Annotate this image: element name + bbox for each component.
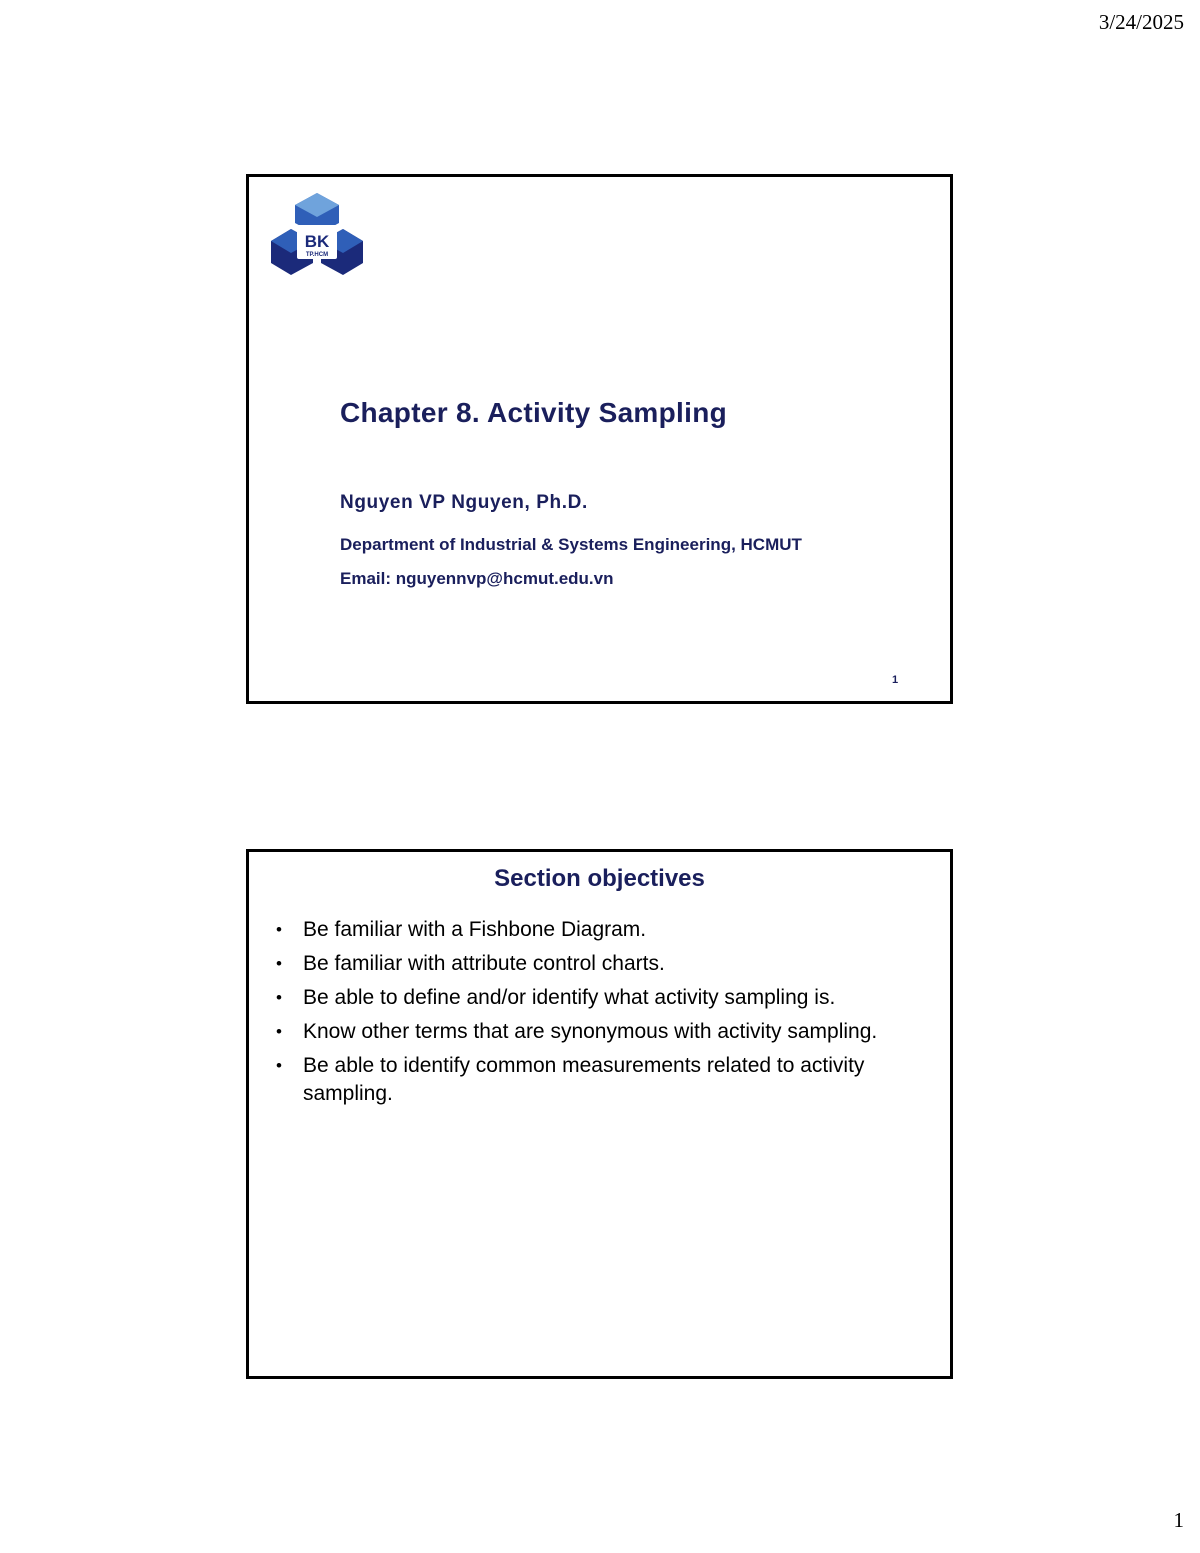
- bullet-icon: •: [276, 1022, 282, 1041]
- list-item: [274, 1018, 924, 1046]
- bullet-icon: •: [276, 954, 282, 973]
- bullet-icon: •: [276, 1056, 282, 1075]
- list-item: [274, 916, 924, 944]
- list-item: [274, 1052, 924, 1108]
- department: Department of Industrial & Systems Engineering, HCMUT: [340, 535, 802, 554]
- author-name: Nguyen VP Nguyen, Ph.D.: [340, 492, 588, 513]
- bk-university-logo: [269, 191, 365, 287]
- objective-text: Be able to define and/or identify what activity sampling is.: [303, 986, 836, 1009]
- page-date: 3/24/2025: [1098, 10, 1184, 34]
- list-item: [274, 984, 924, 1012]
- slide-title: Chapter 8. Activity Sampling: [340, 397, 728, 428]
- email: Email: nguyennvp@hcmut.edu.vn: [340, 569, 614, 588]
- objectives-list: [274, 916, 924, 1114]
- page-number: 1: [1173, 1508, 1184, 1532]
- logo-sub-text: TP.HCM: [305, 252, 329, 258]
- slide-number: 1: [892, 674, 899, 686]
- objective-text: Be familiar with attribute control charts.: [303, 952, 665, 975]
- title-slide: [246, 174, 953, 704]
- bullet-icon: •: [276, 988, 282, 1007]
- section-heading: Section objectives: [494, 865, 705, 892]
- bullet-icon: •: [276, 920, 282, 939]
- objective-text: Be familiar with a Fishbone Diagram.: [303, 918, 647, 941]
- objectives-slide: [246, 849, 953, 1379]
- objective-text: Be able to identify common measurements related to activity sampling.: [303, 1054, 865, 1105]
- logo-main-text: BK: [304, 232, 330, 251]
- objective-text: Know other terms that are synonymous with activity sampling.: [303, 1020, 878, 1043]
- list-item: [274, 950, 924, 978]
